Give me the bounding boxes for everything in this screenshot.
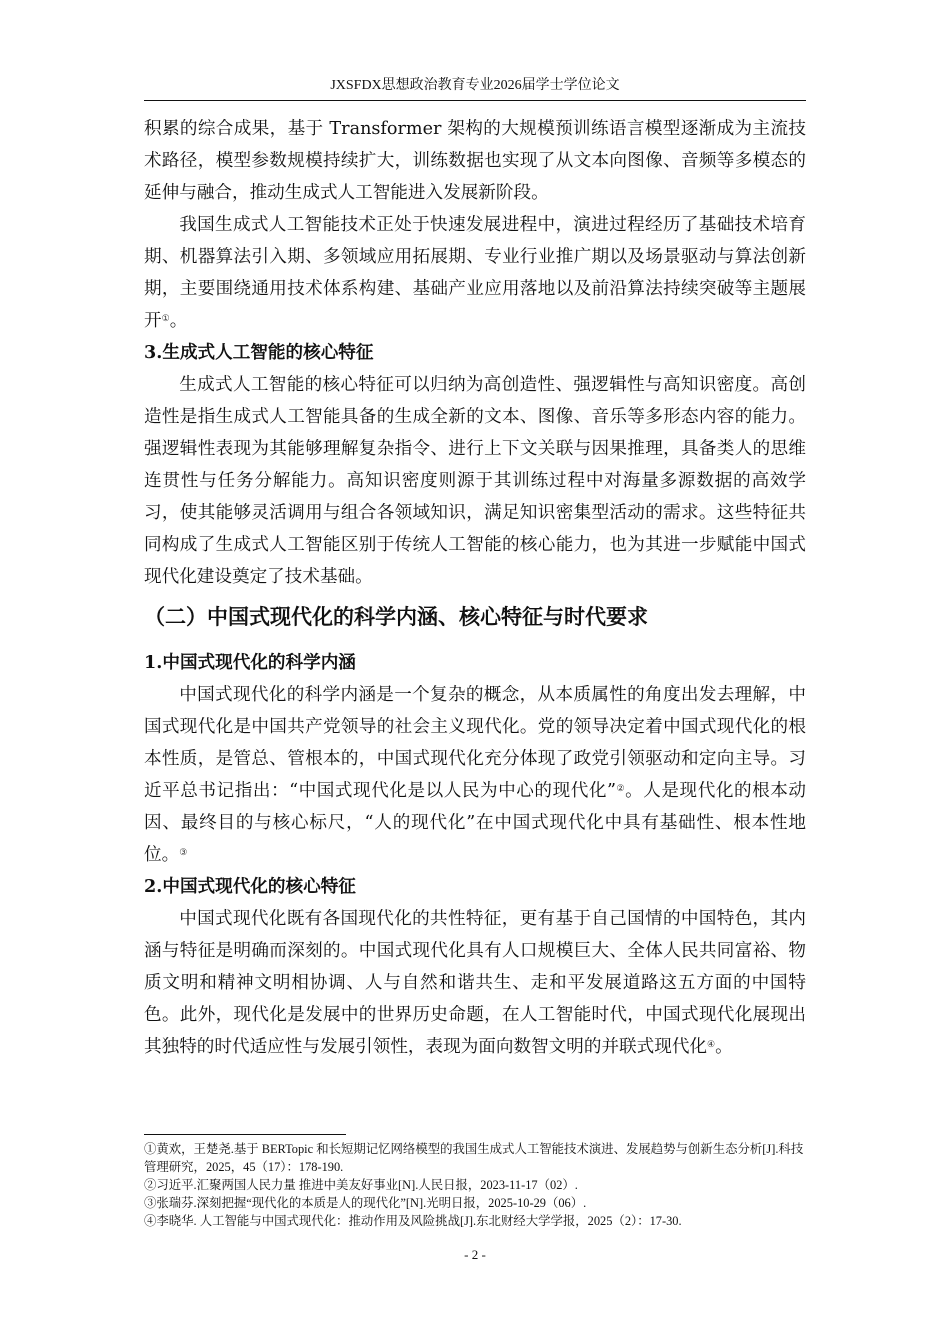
paragraph-text: 中国式现代化的科学内涵是一个复杂的概念，从本质属性的角度出发去理解，中国式现代化是中国共产党领导的社会主义现代化。党的领导决定着中国式现代化的根本性质，是管总、管根本的，中国式现代化充分体现了政党引领驱动和定向主导。习近平总书记指出：“中国式现代化是以人民为中心的现代化” bbox=[144, 685, 806, 801]
footnote-ref-1[interactable]: ① bbox=[161, 314, 170, 324]
section-heading-3: 1.中国式现代化的科学内涵 bbox=[144, 652, 356, 673]
paragraph bbox=[144, 903, 806, 1063]
footnote: ④李晓华. 人工智能与中国式现代化：推动作用及风险挑战[J].东北财经大学学报，2025（2）：17-30. bbox=[144, 1214, 682, 1228]
paragraph-text: 。人是现代化的根本动因、最终目的与核心标尺，“人的现代化”在中国式现代化中具有基础性、根本性地位。 bbox=[144, 781, 806, 865]
paragraph-text: 中国式现代化既有各国现代化的共性特征，更有基于自己国情的中国特色，其内涵与特征是明确而深刻的。中国式现代化具有人口规模巨大、全体人民共同富裕、物质文明和精神文明相协调、人与自然和谐共生、走和平发展道路这五方面的中国特色。此外，现代化是发展中的世界历史命题，在人工智能时代，中国式现代化展现出其独特的时代适应性与发展引领性，表现为面向数智文明的并联式现代化 bbox=[144, 909, 806, 1057]
running-header: JXSFDX思想政治教育专业2026届学士学位论文 bbox=[330, 78, 620, 93]
paragraph-continued bbox=[144, 113, 806, 209]
paragraph-text: 我国生成式人工智能技术正处于快速发展进程中，演进过程经历了基础技术培育期、机器算法引入期、多领域应用拓展期、专业行业推广期以及场景驱动与算法创新期，主要围绕通用技术体系构建、基础产业应用落地以及前沿算法持续突破等主题展开 bbox=[144, 215, 806, 331]
section-heading-3: 3.生成式人工智能的核心特征 bbox=[144, 342, 374, 363]
paragraph-text: 生成式人工智能的核心特征可以归纳为高创造性、强逻辑性与高知识密度。高创造性是指生成式人工智能具备的生成全新的文本、图像、音乐等多形态内容的能力。强逻辑性表现为其能够理解复杂指令、进行上下文关联与因果推理，具备类人的思维连贯性与任务分解能力。高知识密度则源于其训练过程中对海量多源数据的高效学习，使其能够灵活调用与组合各领域知识，满足知识密集型活动的需求。这些特征共同构成了生成式人工智能区别于传统人工智能的核心能力，也为其进一步赋能中国式现代化建设奠定了技术基础。 bbox=[144, 375, 806, 587]
footnote: ①黄欢，王楚尧.基于 BERTopic 和长短期记忆网络模型的我国生成式人工智能技术演进、发展趋势与创新生态分析[J].科技管理研究，2025，45（17）：178-190. bbox=[144, 1142, 804, 1174]
page-number: - 2 - bbox=[464, 1247, 486, 1262]
footnote: ③张瑞芬.深刻把握“现代化的本质是人的现代化”[N].光明日报，2025-10-29（06）. bbox=[144, 1196, 587, 1210]
footnote-ref-3[interactable]: ③ bbox=[179, 848, 188, 858]
footnote: ②习近平.汇聚两国人民力量 推进中美友好事业[N].人民日报，2023-11-17（02）. bbox=[144, 1178, 578, 1192]
footnotes bbox=[144, 1140, 806, 1230]
paragraph bbox=[144, 369, 806, 593]
paragraph bbox=[144, 209, 806, 337]
paragraph-end: 。 bbox=[169, 311, 188, 331]
footnote-ref-4[interactable]: ④ bbox=[707, 1040, 716, 1050]
paragraph-end: 。 bbox=[715, 1037, 733, 1057]
footnote-rule bbox=[144, 1134, 346, 1135]
paragraph-text: 积累的综合成果，基于 Transformer 架构的大规模预训练语言模型逐渐成为主流技术路径，模型参数规模持续扩大，训练数据也实现了从文本向图像、音频等多模态的延伸与融合，推动生成式人工智能进入发展新阶段。 bbox=[144, 119, 806, 203]
section-heading-2: （二）中国式现代化的科学内涵、核心特征与时代要求 bbox=[144, 604, 648, 629]
section-heading-3: 2.中国式现代化的核心特征 bbox=[144, 876, 356, 897]
paragraph bbox=[144, 679, 806, 871]
footnote-ref-2[interactable]: ② bbox=[615, 784, 626, 794]
page-body bbox=[144, 113, 806, 1063]
header-rule bbox=[144, 100, 806, 101]
